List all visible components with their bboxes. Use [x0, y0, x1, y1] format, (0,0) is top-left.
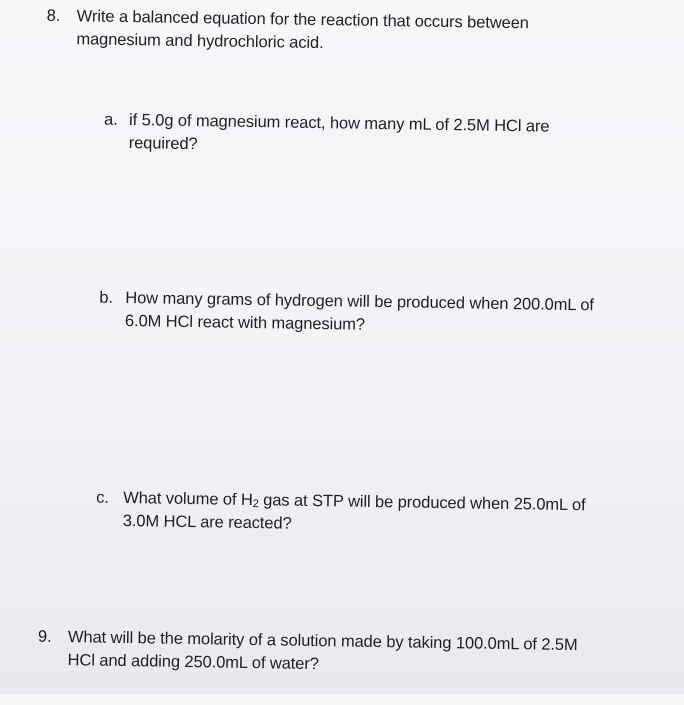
question-line: if 5.0g of magnesium react, how many mL of 2.5M HCl are [128, 111, 550, 136]
text-segment: gas at STP will be produced when 25.0mL of [258, 491, 586, 515]
question-line: 3.0M HCL are reacted? [122, 511, 292, 533]
subscript: 2 [252, 498, 259, 511]
question-text [125, 287, 594, 340]
text-segment: What volume of H [123, 488, 253, 510]
question-number: 9. [37, 627, 52, 646]
question-text [123, 487, 586, 540]
part-letter: b. [99, 288, 114, 307]
question-line: required? [128, 134, 198, 154]
question-number: 8. [46, 6, 61, 25]
question-line: 6.0M HCl react with magnesium? [124, 312, 366, 334]
part-letter: a. [103, 110, 118, 129]
question-line: What will be the molarity of a solution made by taking 100.0mL of 2.5M [67, 628, 578, 655]
question-line: magnesium and hydrochloric acid. [76, 30, 324, 53]
question-text [129, 109, 550, 162]
question-text [67, 626, 577, 680]
question-line: How many grams of hydrogen will be produced when 200.0mL of [125, 289, 595, 315]
question-line: HCl and adding 250.0mL of water? [67, 651, 319, 674]
question-text [76, 5, 529, 58]
part-letter: c. [96, 488, 109, 507]
question-line: Write a balanced equation for the reaction that occurs between [76, 7, 529, 33]
